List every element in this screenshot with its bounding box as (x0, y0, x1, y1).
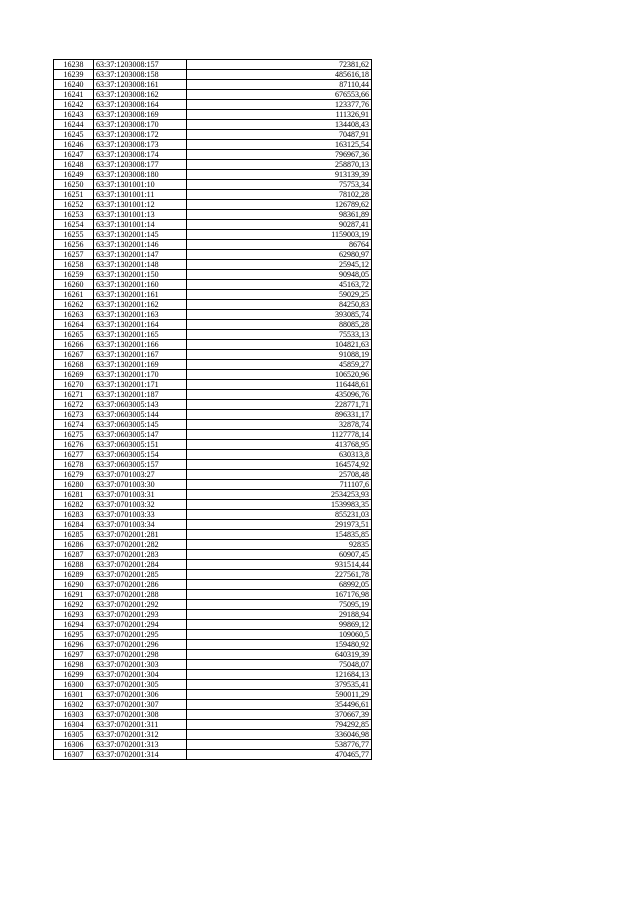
value-cell: 111326,91 (187, 110, 372, 120)
value-cell: 2534253,93 (187, 490, 372, 500)
value-cell: 90287,41 (187, 220, 372, 230)
table-row (54, 480, 372, 490)
value-cell: 106520,96 (187, 370, 372, 380)
table-row (54, 730, 372, 740)
row-number-cell: 16288 (54, 560, 94, 570)
table-row (54, 190, 372, 200)
value-cell: 109060,5 (187, 630, 372, 640)
cadastral-number-cell: 63:37:1203008:170 (94, 120, 187, 130)
value-cell: 25945,12 (187, 260, 372, 270)
cadastral-number-cell: 63:37:0702001:295 (94, 630, 187, 640)
row-number-cell: 16280 (54, 480, 94, 490)
cadastral-number-cell: 63:37:1203008:180 (94, 170, 187, 180)
value-cell: 29188,94 (187, 610, 372, 620)
cadastral-number-cell: 63:37:1302001:171 (94, 380, 187, 390)
row-number-cell: 16297 (54, 650, 94, 660)
row-number-cell: 16239 (54, 70, 94, 80)
value-cell: 159480,92 (187, 640, 372, 650)
cadastral-number-cell: 63:37:0702001:288 (94, 590, 187, 600)
table-row (54, 130, 372, 140)
value-cell: 711107,6 (187, 480, 372, 490)
cadastral-number-cell: 63:37:1302001:161 (94, 290, 187, 300)
cadastral-number-cell: 63:37:1301001:14 (94, 220, 187, 230)
row-number-cell: 16257 (54, 250, 94, 260)
table-row (54, 250, 372, 260)
cadastral-number-cell: 63:37:0702001:305 (94, 680, 187, 690)
row-number-cell: 16281 (54, 490, 94, 500)
row-number-cell: 16244 (54, 120, 94, 130)
value-cell: 126789,62 (187, 200, 372, 210)
table-row (54, 420, 372, 430)
row-number-cell: 16298 (54, 660, 94, 670)
table-row (54, 150, 372, 160)
row-number-cell: 16238 (54, 60, 94, 70)
row-number-cell: 16246 (54, 140, 94, 150)
table-row (54, 650, 372, 660)
row-number-cell: 16270 (54, 380, 94, 390)
table-row (54, 290, 372, 300)
value-cell: 1159003,19 (187, 230, 372, 240)
value-cell: 794292,85 (187, 720, 372, 730)
row-number-cell: 16293 (54, 610, 94, 620)
cadastral-number-cell: 63:37:0701003:33 (94, 510, 187, 520)
value-cell: 485616,18 (187, 70, 372, 80)
value-cell: 676553,66 (187, 90, 372, 100)
table-row (54, 160, 372, 170)
value-cell: 370667,39 (187, 710, 372, 720)
table-row (54, 140, 372, 150)
value-cell: 25708,48 (187, 470, 372, 480)
table-row (54, 610, 372, 620)
row-number-cell: 16285 (54, 530, 94, 540)
table-row (54, 270, 372, 280)
cadastral-number-cell: 63:37:1203008:161 (94, 80, 187, 90)
cadastral-number-cell: 63:37:0701003:31 (94, 490, 187, 500)
table-row (54, 470, 372, 480)
cadastral-number-cell: 63:37:0702001:281 (94, 530, 187, 540)
row-number-cell: 16303 (54, 710, 94, 720)
cadastral-number-cell: 63:37:1302001:169 (94, 360, 187, 370)
cadastral-number-cell: 63:37:1302001:160 (94, 280, 187, 290)
row-number-cell: 16242 (54, 100, 94, 110)
table-row (54, 630, 372, 640)
cadastral-number-cell: 63:37:0603005:143 (94, 400, 187, 410)
table-row (54, 600, 372, 610)
value-cell: 931514,44 (187, 560, 372, 570)
value-cell: 45859,27 (187, 360, 372, 370)
row-number-cell: 16287 (54, 550, 94, 560)
row-number-cell: 16307 (54, 750, 94, 760)
row-number-cell: 16274 (54, 420, 94, 430)
value-cell: 630313,8 (187, 450, 372, 460)
row-number-cell: 16276 (54, 440, 94, 450)
cadastral-number-cell: 63:37:0701003:27 (94, 470, 187, 480)
row-number-cell: 16265 (54, 330, 94, 340)
row-number-cell: 16278 (54, 460, 94, 470)
cadastral-number-cell: 63:37:1302001:165 (94, 330, 187, 340)
row-number-cell: 16296 (54, 640, 94, 650)
value-cell: 88085,28 (187, 320, 372, 330)
cadastral-number-cell: 63:37:0702001:298 (94, 650, 187, 660)
table-row (54, 440, 372, 450)
cadastral-number-cell: 63:37:1302001:162 (94, 300, 187, 310)
table-row (54, 300, 372, 310)
row-number-cell: 16248 (54, 160, 94, 170)
row-number-cell: 16259 (54, 270, 94, 280)
cadastral-number-cell: 63:37:0702001:308 (94, 710, 187, 720)
row-number-cell: 16241 (54, 90, 94, 100)
cadastral-number-cell: 63:37:1302001:145 (94, 230, 187, 240)
row-number-cell: 16282 (54, 500, 94, 510)
value-cell: 104821,63 (187, 340, 372, 350)
table-row (54, 450, 372, 460)
row-number-cell: 16249 (54, 170, 94, 180)
row-number-cell: 16292 (54, 600, 94, 610)
value-cell: 291973,51 (187, 520, 372, 530)
table-row (54, 70, 372, 80)
cadastral-number-cell: 63:37:1203008:177 (94, 160, 187, 170)
cadastral-number-cell: 63:37:0701003:34 (94, 520, 187, 530)
table-row (54, 330, 372, 340)
table-row (54, 220, 372, 230)
table-row (54, 530, 372, 540)
table-row (54, 280, 372, 290)
row-number-cell: 16277 (54, 450, 94, 460)
value-cell: 121684,13 (187, 670, 372, 680)
table-row (54, 340, 372, 350)
table-row (54, 370, 372, 380)
table-row (54, 200, 372, 210)
value-cell: 590011,29 (187, 690, 372, 700)
table-row (54, 690, 372, 700)
value-cell: 538776,77 (187, 740, 372, 750)
row-number-cell: 16290 (54, 580, 94, 590)
cadastral-number-cell: 63:37:0702001:284 (94, 560, 187, 570)
value-cell: 116448,61 (187, 380, 372, 390)
value-cell: 896331,17 (187, 410, 372, 420)
cadastral-number-cell: 63:37:0702001:286 (94, 580, 187, 590)
cadastral-number-cell: 63:37:1203008:158 (94, 70, 187, 80)
table-body (54, 60, 372, 760)
row-number-cell: 16295 (54, 630, 94, 640)
cadastral-number-cell: 63:37:1203008:172 (94, 130, 187, 140)
row-number-cell: 16284 (54, 520, 94, 530)
cadastral-value-table (53, 59, 372, 760)
row-number-cell: 16271 (54, 390, 94, 400)
cadastral-number-cell: 63:37:1301001:13 (94, 210, 187, 220)
value-cell: 470465,77 (187, 750, 372, 760)
cadastral-number-cell: 63:37:1203008:162 (94, 90, 187, 100)
cadastral-number-cell: 63:37:0702001:311 (94, 720, 187, 730)
cadastral-number-cell: 63:37:1302001:163 (94, 310, 187, 320)
table-row (54, 750, 372, 760)
value-cell: 123377,76 (187, 100, 372, 110)
cadastral-number-cell: 63:37:0603005:154 (94, 450, 187, 460)
cadastral-number-cell: 63:37:1203008:173 (94, 140, 187, 150)
table-row (54, 60, 372, 70)
value-cell: 435096,76 (187, 390, 372, 400)
row-number-cell: 16291 (54, 590, 94, 600)
table-row (54, 460, 372, 470)
value-cell: 45163,72 (187, 280, 372, 290)
value-cell: 91088,19 (187, 350, 372, 360)
table-row (54, 720, 372, 730)
value-cell: 78102,28 (187, 190, 372, 200)
table-row (54, 520, 372, 530)
table-row (54, 700, 372, 710)
value-cell: 60907,45 (187, 550, 372, 560)
value-cell: 70487,91 (187, 130, 372, 140)
value-cell: 796967,36 (187, 150, 372, 160)
value-cell: 86764 (187, 240, 372, 250)
value-cell: 1539983,35 (187, 500, 372, 510)
cadastral-number-cell: 63:37:0603005:147 (94, 430, 187, 440)
value-cell: 75753,34 (187, 180, 372, 190)
table-row (54, 80, 372, 90)
cadastral-number-cell: 63:37:0702001:285 (94, 570, 187, 580)
row-number-cell: 16250 (54, 180, 94, 190)
row-number-cell: 16279 (54, 470, 94, 480)
value-cell: 164574,92 (187, 460, 372, 470)
row-number-cell: 16263 (54, 310, 94, 320)
row-number-cell: 16267 (54, 350, 94, 360)
value-cell: 75533,13 (187, 330, 372, 340)
value-cell: 379535,41 (187, 680, 372, 690)
row-number-cell: 16258 (54, 260, 94, 270)
table-row (54, 210, 372, 220)
cadastral-number-cell: 63:37:1203008:164 (94, 100, 187, 110)
value-cell: 354496,61 (187, 700, 372, 710)
value-cell: 1127778,14 (187, 430, 372, 440)
row-number-cell: 16247 (54, 150, 94, 160)
cadastral-number-cell: 63:37:0701003:32 (94, 500, 187, 510)
table-row (54, 310, 372, 320)
row-number-cell: 16283 (54, 510, 94, 520)
value-cell: 167176,98 (187, 590, 372, 600)
cadastral-number-cell: 63:37:1302001:148 (94, 260, 187, 270)
row-number-cell: 16294 (54, 620, 94, 630)
table-row (54, 120, 372, 130)
row-number-cell: 16299 (54, 670, 94, 680)
value-cell: 258870,13 (187, 160, 372, 170)
cadastral-number-cell: 63:37:1302001:164 (94, 320, 187, 330)
value-cell: 62980,97 (187, 250, 372, 260)
row-number-cell: 16266 (54, 340, 94, 350)
table-row (54, 500, 372, 510)
table-row (54, 560, 372, 570)
cadastral-number-cell: 63:37:1302001:170 (94, 370, 187, 380)
cadastral-number-cell: 63:37:0702001:314 (94, 750, 187, 760)
cadastral-number-cell: 63:37:0702001:294 (94, 620, 187, 630)
row-number-cell: 16253 (54, 210, 94, 220)
value-cell: 336046,98 (187, 730, 372, 740)
cadastral-number-cell: 63:37:0702001:312 (94, 730, 187, 740)
row-number-cell: 16300 (54, 680, 94, 690)
cadastral-number-cell: 63:37:1301001:12 (94, 200, 187, 210)
cadastral-number-cell: 63:37:0603005:145 (94, 420, 187, 430)
cadastral-number-cell: 63:37:0603005:157 (94, 460, 187, 470)
cadastral-number-cell: 63:37:0701003:30 (94, 480, 187, 490)
value-cell: 59029,25 (187, 290, 372, 300)
row-number-cell: 16275 (54, 430, 94, 440)
table-row (54, 180, 372, 190)
value-cell: 855231,03 (187, 510, 372, 520)
cadastral-number-cell: 63:37:0702001:313 (94, 740, 187, 750)
table-row (54, 100, 372, 110)
table-row (54, 590, 372, 600)
table-row (54, 380, 372, 390)
cadastral-number-cell: 63:37:0702001:303 (94, 660, 187, 670)
row-number-cell: 16245 (54, 130, 94, 140)
table-row (54, 400, 372, 410)
cadastral-number-cell: 63:37:0702001:296 (94, 640, 187, 650)
table-row (54, 350, 372, 360)
value-cell: 98361,89 (187, 210, 372, 220)
cadastral-number-cell: 63:37:1302001:146 (94, 240, 187, 250)
table-row (54, 740, 372, 750)
row-number-cell: 16304 (54, 720, 94, 730)
table-row (54, 570, 372, 580)
table-row (54, 240, 372, 250)
row-number-cell: 16240 (54, 80, 94, 90)
value-cell: 75095,19 (187, 600, 372, 610)
table-row (54, 410, 372, 420)
value-cell: 72381,62 (187, 60, 372, 70)
row-number-cell: 16254 (54, 220, 94, 230)
table-row (54, 490, 372, 500)
table-row (54, 110, 372, 120)
row-number-cell: 16272 (54, 400, 94, 410)
cadastral-number-cell: 63:37:0702001:306 (94, 690, 187, 700)
row-number-cell: 16255 (54, 230, 94, 240)
table-row (54, 230, 372, 240)
table-row (54, 430, 372, 440)
table-row (54, 510, 372, 520)
row-number-cell: 16260 (54, 280, 94, 290)
row-number-cell: 16301 (54, 690, 94, 700)
value-cell: 99869,12 (187, 620, 372, 630)
value-cell: 163125,54 (187, 140, 372, 150)
table-row (54, 550, 372, 560)
table-row (54, 660, 372, 670)
cadastral-number-cell: 63:37:1302001:166 (94, 340, 187, 350)
value-cell: 134408,43 (187, 120, 372, 130)
row-number-cell: 16252 (54, 200, 94, 210)
row-number-cell: 16305 (54, 730, 94, 740)
value-cell: 154835,85 (187, 530, 372, 540)
table-row (54, 640, 372, 650)
table-row (54, 360, 372, 370)
value-cell: 68992,05 (187, 580, 372, 590)
cadastral-number-cell: 63:37:1302001:147 (94, 250, 187, 260)
row-number-cell: 16269 (54, 370, 94, 380)
row-number-cell: 16302 (54, 700, 94, 710)
row-number-cell: 16243 (54, 110, 94, 120)
cadastral-number-cell: 63:37:0702001:282 (94, 540, 187, 550)
cadastral-number-cell: 63:37:1302001:167 (94, 350, 187, 360)
cadastral-number-cell: 63:37:1203008:174 (94, 150, 187, 160)
table-row (54, 580, 372, 590)
cadastral-number-cell: 63:37:0702001:283 (94, 550, 187, 560)
cadastral-number-cell: 63:37:0702001:307 (94, 700, 187, 710)
cadastral-number-cell: 63:37:0603005:144 (94, 410, 187, 420)
table-row (54, 710, 372, 720)
table-row (54, 170, 372, 180)
value-cell: 75048,07 (187, 660, 372, 670)
cadastral-number-cell: 63:37:0702001:304 (94, 670, 187, 680)
row-number-cell: 16261 (54, 290, 94, 300)
cadastral-number-cell: 63:37:1302001:150 (94, 270, 187, 280)
cadastral-number-cell: 63:37:0603005:151 (94, 440, 187, 450)
value-cell: 228771,71 (187, 400, 372, 410)
table-row (54, 680, 372, 690)
row-number-cell: 16306 (54, 740, 94, 750)
row-number-cell: 16256 (54, 240, 94, 250)
cadastral-number-cell: 63:37:0702001:292 (94, 600, 187, 610)
table-row (54, 390, 372, 400)
row-number-cell: 16251 (54, 190, 94, 200)
row-number-cell: 16286 (54, 540, 94, 550)
value-cell: 393085,74 (187, 310, 372, 320)
value-cell: 640319,39 (187, 650, 372, 660)
value-cell: 227561,78 (187, 570, 372, 580)
cadastral-number-cell: 63:37:1301001:10 (94, 180, 187, 190)
cadastral-number-cell: 63:37:1301001:11 (94, 190, 187, 200)
value-cell: 413768,95 (187, 440, 372, 450)
table-row (54, 620, 372, 630)
table-row (54, 320, 372, 330)
cadastral-number-cell: 63:37:1203008:157 (94, 60, 187, 70)
row-number-cell: 16264 (54, 320, 94, 330)
cadastral-number-cell: 63:37:0702001:293 (94, 610, 187, 620)
value-cell: 90948,05 (187, 270, 372, 280)
cadastral-number-cell: 63:37:1203008:169 (94, 110, 187, 120)
cadastral-number-cell: 63:37:1302001:187 (94, 390, 187, 400)
value-cell: 84250,83 (187, 300, 372, 310)
value-cell: 92835 (187, 540, 372, 550)
table-row (54, 90, 372, 100)
table-row (54, 670, 372, 680)
value-cell: 87110,44 (187, 80, 372, 90)
row-number-cell: 16262 (54, 300, 94, 310)
row-number-cell: 16289 (54, 570, 94, 580)
value-cell: 32878,74 (187, 420, 372, 430)
value-cell: 913139,39 (187, 170, 372, 180)
table-row (54, 260, 372, 270)
table-row (54, 540, 372, 550)
row-number-cell: 16268 (54, 360, 94, 370)
row-number-cell: 16273 (54, 410, 94, 420)
